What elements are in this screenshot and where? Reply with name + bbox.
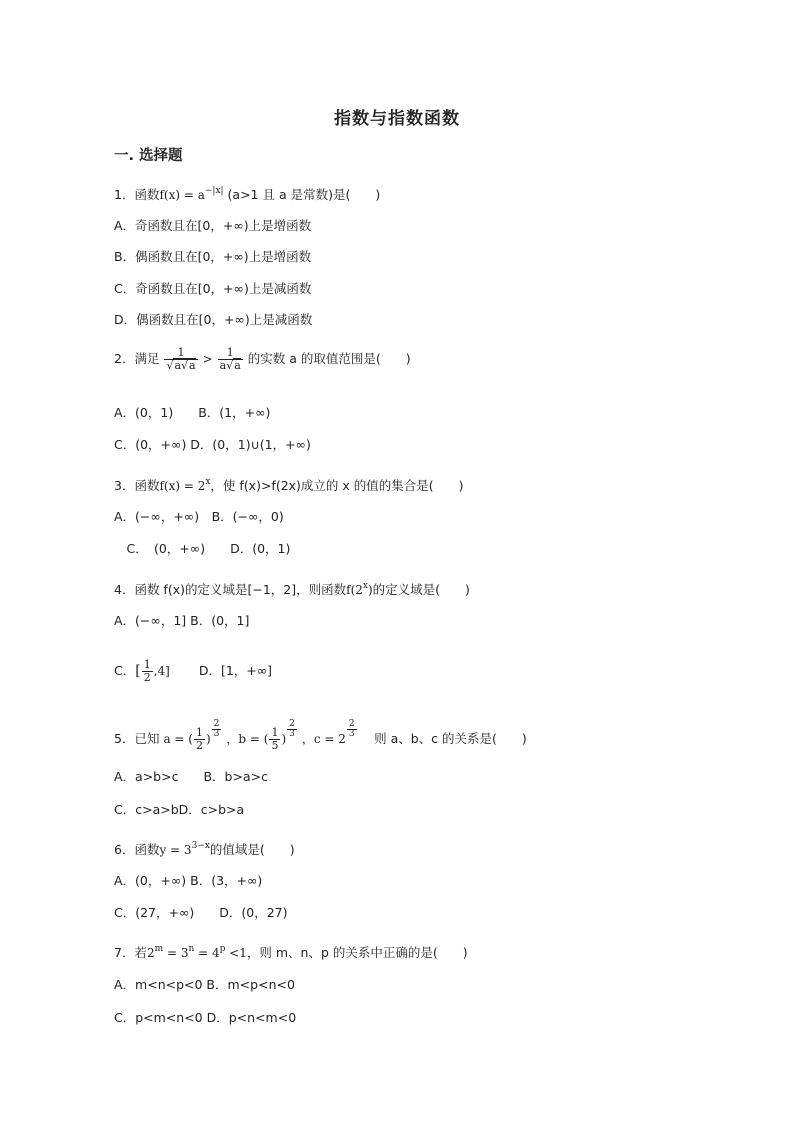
q1-exponent: −|x|: [204, 186, 224, 196]
q5-options-cd: C．c>a>bD．c>b>a: [114, 802, 245, 817]
section-heading: 一. 选择题: [114, 148, 183, 164]
q6-formula: y = 3: [159, 843, 192, 857]
question-7: 7．若$2^m = 3^n = 4^p <1$，则 m、n、p 的关系中正确的是( ): [114, 944, 468, 960]
q5-c-exponent: $\frac{2}{3}$: [348, 719, 355, 739]
q7-suffix: ，则 m、n、p 的关系中正确的是( ): [246, 945, 468, 960]
q3-options-ab: A．(−∞，+∞) B．(−∞，0): [114, 509, 284, 524]
q2-greater-sign: >: [202, 352, 213, 366]
q3-exponent: x: [205, 477, 211, 487]
q7-options-cd: C．p<m<n<0 D．p<n<m<0: [114, 1010, 297, 1025]
q7-prefix: 7．若: [114, 945, 147, 960]
q5-prefix: 5．已知: [114, 731, 160, 746]
q1-formula: f(x) = a: [159, 188, 205, 202]
q2-options-ab: A．(0，1) B．(1，+∞): [114, 405, 271, 420]
q4-prefix: 4．函数 f(x)的定义域是[−1，2]，则函数: [114, 582, 347, 597]
q6-options-ab: A．(0，+∞) B．(3，+∞): [114, 873, 263, 888]
q6-options-cd: C．(27，+∞) D．(0，27): [114, 905, 288, 920]
q2-prefix: 2．满足: [114, 351, 160, 366]
q5-suffix: 则 a、b、c 的关系是( ): [361, 731, 527, 746]
q4-option-c-label: C．: [114, 663, 136, 678]
q3-formula: f(x) = 2: [159, 479, 206, 493]
q4-suffix: 的定义域是( ): [372, 582, 470, 597]
q2-options-cd: C．(0，+∞) D．(0，1)∪(1，+∞): [114, 437, 311, 452]
page-title: 指数与指数函数: [334, 109, 460, 129]
q6-exponent: 3−x: [191, 841, 210, 851]
question-4: 4．函数 f(x)的定义域是[−1，2]，则函数f(2$^x$)的定义域是( ): [114, 581, 470, 597]
q1-option-d: D．偶函数且在[0，+∞)上是减函数: [114, 312, 313, 327]
q5-a-base: $\frac{1}{2}$: [195, 726, 203, 752]
question-6: [114, 841, 295, 861]
q4-option-c-fraction: $\frac{1}{2}$: [143, 658, 151, 684]
q3-prefix: 3．函数: [114, 478, 160, 493]
q6-prefix: 6．函数: [114, 842, 160, 857]
q2-suffix: 的实数 a 的取值范围是( ): [247, 351, 411, 366]
q3-suffix: ，使 f(x)>f(2x)成立的 x 的值的集合是( ): [210, 478, 464, 493]
q2-right-fraction: $\frac{1}{a√a}$: [219, 346, 241, 372]
q4-option-d: D．[1，+∞]: [173, 663, 273, 678]
q4-options-ab: A．(−∞，1] B．(0，1]: [114, 613, 250, 628]
q2-left-fraction: $\frac{1}{√a√a}$: [166, 346, 196, 372]
q4-exponent: x: [362, 581, 368, 591]
question-1: [114, 186, 380, 206]
q7-options-ab: A．m<n<p<0 B．m<p<n<0: [114, 977, 295, 992]
question-3: [114, 477, 464, 497]
q5-b-exponent: $\frac{2}{3}$: [289, 719, 295, 739]
q3-options-cd: C． (0，+∞) D．(0，1): [114, 541, 291, 556]
q1-option-a: A．奇函数且在[0，+∞)上是增函数: [114, 218, 312, 233]
q5-a-exponent: $\frac{2}{3}$: [213, 719, 220, 739]
question-5: 5．已知 a = ( $\frac{1}{2}$ ) $\frac{2}{3}$ ，b = ( $\frac{1}{5}$ ) $\frac{2}{3}$ ，c = 2 $\frac{2}{3}$ 则 a、b、c 的关系是( ): [114, 719, 527, 752]
q1-prefix: 1．函数: [114, 187, 160, 202]
question-2: [114, 346, 411, 372]
q1-suffix: (a>1 且 a 是常数)是( ): [227, 187, 381, 202]
q4-formula: f(2: [346, 583, 363, 597]
q1-option-b: B．偶函数且在[0，+∞)上是增函数: [114, 249, 312, 264]
q5-b-base: $\frac{1}{5}$: [271, 726, 279, 752]
q1-option-c: C．奇函数且在[0，+∞)上是减函数: [114, 281, 312, 296]
q5-options-ab: A．a>b>c B．b>a>c: [114, 769, 268, 784]
q6-suffix: 的值域是( ): [209, 842, 295, 857]
q4-options-cd: C．[ $\frac{1}{2}$ ,4] D．[1，+∞]: [114, 658, 273, 684]
